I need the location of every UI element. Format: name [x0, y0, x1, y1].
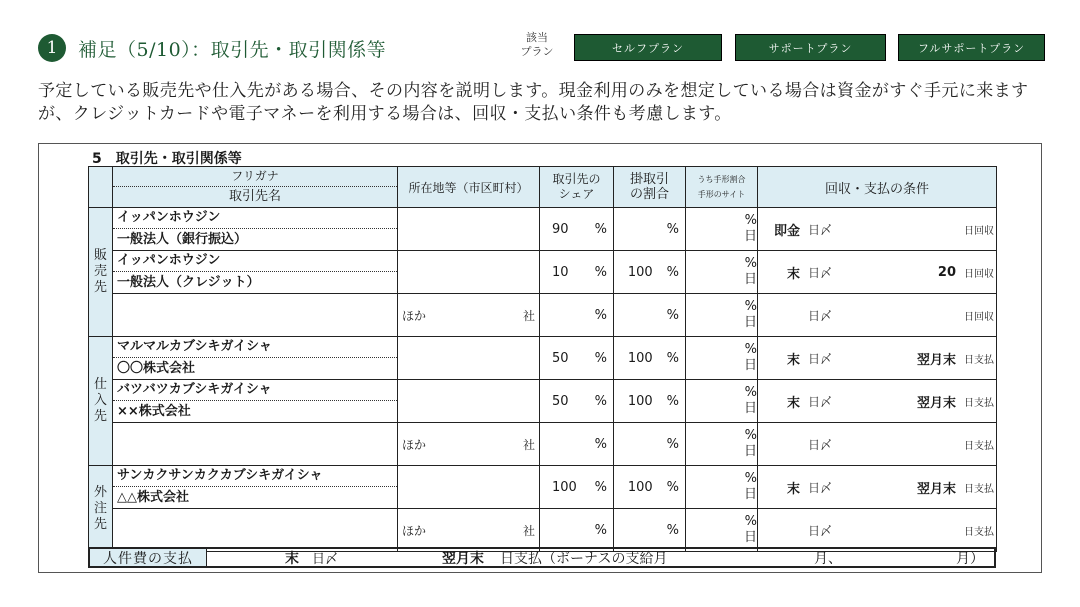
plan-support-badge: サポートプラン	[735, 34, 886, 61]
section-number-badge: 1	[38, 34, 66, 62]
outsource-label: 外注先	[89, 466, 113, 552]
table-row: ほか 社 % % % 日 日〆 日支払	[89, 509, 997, 552]
section-header	[38, 33, 386, 63]
table-row: バツバツカブシキガイシャ ××株式会社 50 % 100 % % 日 末 日〆 翌月末 日支払	[89, 380, 997, 423]
section-title: 補足（5/10）：取引先・取引関係等	[78, 38, 387, 61]
table-header-row: フリガナ 取引先名 所在地等（市区町村） 取引先の シェア 掛取引 の割合 うち手形割合 手形のサイト 回収・支払の条件	[89, 167, 997, 208]
sales-label: 販売先	[89, 208, 113, 337]
table-row: 外注先 サンカクサンカクカブシキガイシャ △△株式会社 100 % 100 % % 日 末 日〆 翌月末 日支払	[89, 466, 997, 509]
plan-self-badge: セルフプラン	[574, 34, 722, 61]
form-title: 5 取引先・取引関係等	[92, 151, 242, 167]
supply-label: 仕入先	[89, 337, 113, 466]
table-row: 販売先 イッパンホウジン 一般法人（銀行振込） 90 % % % 日 即金 日〆 日回収	[89, 208, 997, 251]
partner-table	[88, 166, 997, 552]
labor-cost-row: 人件費の支払 末 日〆 翌月末 日支払（ボーナスの支給月 月、 月）	[88, 547, 996, 568]
labor-cost-label: 人件費の支払	[90, 549, 207, 566]
plan-full-support-badge: フルサポートプラン	[898, 34, 1045, 61]
intro-paragraph: 予定している販売先や仕入先がある場合、その内容を説明します。現金利用のみを想定している場合は資金がすぐ手元に来ますが、クレジットカードや電子マネーを利用する場合は、回収・支払い条件も考慮します。	[38, 81, 1029, 124]
header-location: 所在地等（市区町村）	[398, 167, 540, 208]
table-row: ほか 社 % % % 日 日〆 日支払	[89, 423, 997, 466]
table-row: 仕入先 マルマルカブシキガイシャ 〇〇株式会社 50 % 100 % % 日 末 日〆 翌月末 日支払	[89, 337, 997, 380]
plan-label: 該当 プラン	[520, 31, 554, 58]
table-row: イッパンホウジン 一般法人（クレジット） 10 % 100 % % 日 末 日〆 20 日回収	[89, 251, 997, 294]
header-conditions: 回収・支払の条件	[758, 167, 997, 208]
table-row: ほか 社 % % % 日 日〆 日回収	[89, 294, 997, 337]
